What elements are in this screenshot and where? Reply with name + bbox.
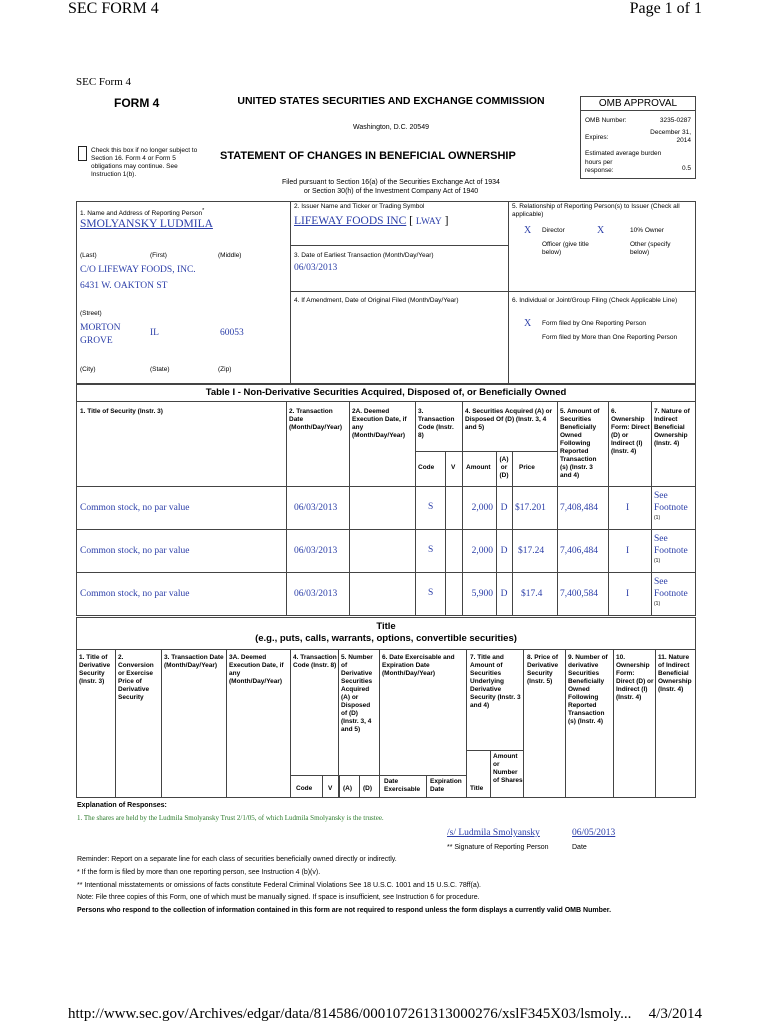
- t1-h1: 1. Title of Security (Instr. 3): [80, 408, 163, 415]
- table-1-title: Table I - Non-Derivative Securities Acquired, Disposed of, or Beneficially Owned: [205, 387, 567, 398]
- zip-label: (Zip): [218, 366, 232, 373]
- t1-r3-date: 06/03/2013: [294, 589, 338, 599]
- t1-r3-amount: 5,900: [471, 589, 493, 599]
- print-header-right: Page 1 of 1: [629, 0, 702, 17]
- omb-expires: December 31, 2014: [650, 129, 691, 144]
- t1-r3-aord: D: [500, 589, 508, 599]
- signature-label: ** Signature of Reporting Person: [447, 844, 549, 851]
- t1-r2-title: Common stock, no par value: [80, 546, 190, 556]
- form-title: FORM 4: [114, 96, 160, 110]
- t2-amount-shares: Amount or Number of Shares: [493, 753, 523, 784]
- form-caption: SEC Form 4: [76, 76, 132, 88]
- omb-hours-label: hours per response:: [585, 159, 614, 174]
- table-2-title: Title: [376, 621, 396, 632]
- filed-pursuant-line-2: or Section 30(h) of the Investment Company Act of 1940: [303, 188, 479, 195]
- t1-r2-aord: D: [500, 546, 508, 556]
- t1-v: V: [451, 464, 456, 471]
- t1-r1-footnote: (1): [654, 515, 661, 521]
- t1-r2-form: I: [626, 546, 630, 556]
- t2-code: Code: [296, 785, 313, 792]
- reminder-3: ** Intentional misstatements or omissions of facts constitute Federal Criminal Violations See 18 U.S.C. 1001 and 15 U.S.C. 78ff(a).: [77, 882, 481, 889]
- t1-h2: 2. Transaction Date (Month/Day/Year): [289, 408, 343, 431]
- t1-h4: 4. Securities Acquired (A) or Disposed Of (D) (Instr. 3, 4 and 5): [465, 408, 553, 431]
- owner-check: X: [597, 225, 605, 236]
- date-label: Date: [572, 844, 587, 851]
- ticker-symbol: LWAY: [415, 217, 442, 227]
- t1-h5: 5. Amount of Securities Beneficially Owned Following Reported Transaction (s) (Instr. 3 and 4): [560, 408, 600, 479]
- box1-label: 1. Name and Address of Reporting Person*: [80, 208, 205, 218]
- t1-price: Price: [519, 464, 535, 471]
- t1-r1-date: 06/03/2013: [294, 503, 338, 513]
- director-check: X: [524, 225, 532, 236]
- reminder-1: Reminder: Report on a separate line for each class of securities beneficially owned directly or indirectly.: [77, 856, 397, 863]
- omb-number: 3235-0287: [659, 117, 691, 124]
- ten-percent-owner-label: 10% Owner: [630, 227, 664, 234]
- t2-a: (A): [343, 785, 353, 792]
- t1-r2-code: S: [428, 545, 434, 555]
- t1-h2a: 2A. Deemed Execution Date, if any (Month/Day/Year): [352, 408, 407, 439]
- zip: 60053: [220, 328, 244, 338]
- t1-amount: Amount: [466, 464, 491, 471]
- box2-label: 2. Issuer Name and Ticker or Trading Symbol: [294, 203, 425, 210]
- t1-r1-price: $17.201: [515, 503, 546, 513]
- issuer-line: [294, 215, 448, 227]
- other-label: Other (specify below): [630, 241, 671, 256]
- director-label: Director: [542, 227, 565, 234]
- t1-r3-price: $17.4: [521, 589, 543, 599]
- t2-h3a: 3A. Deemed Execution Date, if any (Month/Day/Year): [229, 654, 284, 685]
- address-line-1: C/O LIFEWAY FOODS, INC.: [80, 265, 196, 275]
- signature-date: 06/05/2013: [572, 828, 616, 838]
- box4-label: 4. If Amendment, Date of Original Filed (Month/Day/Year): [294, 297, 459, 304]
- t1-r3-form: I: [626, 589, 630, 599]
- t1-r1-owned: 7,408,484: [560, 503, 598, 513]
- more-persons-label: Form filed by More than One Reporting Person: [542, 334, 678, 341]
- box6-label: 6. Individual or Joint/Group Filing (Check Applicable Line): [512, 297, 678, 304]
- one-person-label: Form filed by One Reporting Person: [542, 320, 647, 327]
- print-footer-url: http://www.sec.gov/Archives/edgar/data/814586/000107261313000276/xslF345X03/lsmoly...: [68, 1006, 632, 1022]
- ticker-close-bracket: ]: [444, 215, 449, 227]
- omb-burden-label: Estimated average burden: [585, 150, 662, 157]
- t1-r2-footnote: (1): [654, 558, 661, 564]
- filed-pursuant: [232, 178, 550, 196]
- first-label: (First): [150, 252, 167, 259]
- t2-h11: 11. Nature of Indirect Beneficial Ownership (Instr. 4): [658, 654, 692, 693]
- table-2-titles: [76, 621, 696, 645]
- print-footer-date: 4/3/2014: [648, 1006, 702, 1022]
- t2-h3: 3. Transaction Date (Month/Day/Year): [164, 654, 224, 669]
- no-longer-subject-checkbox[interactable]: [78, 146, 87, 161]
- t2-h2: 2. Conversion or Exercise Price of Derivative Security: [118, 654, 154, 701]
- t1-aord: (A) or (D): [499, 456, 509, 479]
- t1-r1-nature: See Footnote: [654, 491, 688, 513]
- signature: /s/ Ludmila Smolyansky: [447, 828, 540, 838]
- t1-r1-amount: 2,000: [471, 503, 493, 513]
- t1-h6: 6. Ownership Form: Direct (D) or Indirect (I) (Instr. 4): [611, 408, 650, 455]
- t2-h8: 8. Price of Derivative Security (Instr. 5): [527, 654, 559, 685]
- t1-r3-code: S: [428, 588, 434, 598]
- t2-h1: 1. Title of Derivative Security (Instr. 3): [79, 654, 111, 685]
- ticker-open-bracket: [: [409, 215, 413, 227]
- print-header-left: SEC FORM 4: [68, 0, 159, 17]
- t2-title: Title: [470, 785, 484, 792]
- t1-r1-title: Common stock, no par value: [80, 503, 190, 513]
- omb-approval-box: [580, 96, 696, 179]
- statement-title: STATEMENT OF CHANGES IN BENEFICIAL OWNERSHIP: [220, 150, 516, 162]
- middle-label: (Middle): [218, 252, 242, 259]
- one-person-check: X: [524, 318, 532, 329]
- earliest-transaction-date: 06/03/2013: [294, 263, 338, 273]
- state-label: (State): [150, 366, 170, 373]
- checkbox-text: Check this box if no longer subject to Section 16. Form 4 or Form 5 obligations may continue. See Instruction 1(b).: [91, 147, 198, 178]
- t1-r1-aord: D: [500, 503, 508, 513]
- t1-r3-footnote: (1): [654, 601, 661, 607]
- state: IL: [150, 328, 159, 338]
- footnote-1: 1. The shares are held by the Ludmila Smolyansky Trust 2/1/05, of which Ludmila Smolyansky is the trustee.: [77, 814, 384, 822]
- reminder-2: * If the form is filed by more than one reporting person, see Instruction 4 (b)(v).: [77, 869, 321, 876]
- box5-label: 5. Relationship of Reporting Person(s) to Issuer (Check all applicable): [512, 203, 680, 218]
- reminder-5: Persons who respond to the collection of information contained in this form are not required to respond unless the form displays a currently valid OMB Number.: [77, 907, 612, 914]
- t1-h3: 3. Transaction Code (Instr. 8): [418, 408, 455, 439]
- t1-r1-form: I: [626, 503, 630, 513]
- t2-h6: 6. Date Exercisable and Expiration Date (Month/Day/Year): [382, 654, 455, 677]
- omb-number-label: OMB Number:: [585, 117, 627, 124]
- agency-location: Washington, D.C. 20549: [352, 124, 429, 131]
- t2-h5: 5. Number of Derivative Securities Acquired (A) or Disposed of (D) (Instr. 3, 4 and 5): [341, 654, 373, 733]
- issuer-name[interactable]: LIFEWAY FOODS INC: [294, 215, 407, 227]
- reminder-4: Note: File three copies of this Form, one of which must be manually signed. If space is insufficient, see Instruction 6 for procedure.: [77, 894, 480, 901]
- t1-r1-code: S: [428, 502, 434, 512]
- t1-code: Code: [418, 464, 435, 471]
- address-line-2: 6431 W. OAKTON ST: [80, 281, 168, 291]
- t1-r3-owned: 7,400,584: [560, 589, 598, 599]
- t1-r2-amount: 2,000: [471, 546, 493, 556]
- t1-r2-price: $17.24: [518, 546, 545, 556]
- omb-hours: 0.5: [681, 165, 691, 172]
- city-label: (City): [80, 366, 96, 373]
- filed-pursuant-line-1: Filed pursuant to Section 16(a) of the Securities Exchange Act of 1934: [282, 179, 500, 186]
- t1-r2-owned: 7,406,484: [560, 546, 598, 556]
- t1-r3-title: Common stock, no par value: [80, 589, 190, 599]
- reporting-person-name: SMOLYANSKY LUDMILA: [80, 218, 213, 230]
- officer-label: Officer (give title below): [542, 241, 589, 256]
- last-label: (Last): [80, 252, 97, 259]
- omb-expires-label: Expires:: [585, 134, 609, 141]
- omb-title: OMB APPROVAL: [581, 97, 695, 111]
- city: MORTON GROVE: [80, 323, 121, 346]
- box3-label: 3. Date of Earliest Transaction (Month/Day/Year): [294, 252, 434, 259]
- t2-h7: 7. Title and Amount of Securities Underlying Derivative Security (Instr. 3 and 4): [470, 654, 521, 709]
- t2-date-exercisable: Date Exercisable: [384, 778, 421, 793]
- t2-v: V: [328, 785, 333, 792]
- table-2-subtitle: (e.g., puts, calls, warrants, options, convertible securities): [255, 633, 517, 644]
- t2-h10: 10. Ownership Form: Direct (D) or Indirect (I) (Instr. 4): [616, 654, 654, 701]
- t2-h9: 9. Number of derivative Securities Beneficially Owned Following Reported Transaction (s) (Instr. 4): [568, 654, 608, 725]
- t1-r2-nature: See Footnote: [654, 534, 688, 556]
- t1-r2-date: 06/03/2013: [294, 546, 338, 556]
- t1-r3-nature: See Footnote: [654, 577, 688, 599]
- agency-title: UNITED STATES SECURITIES AND EXCHANGE COMMISSION: [237, 95, 545, 107]
- street-label: (Street): [80, 310, 102, 317]
- explanation-label: Explanation of Responses:: [77, 802, 167, 809]
- t1-h7: 7. Nature of Indirect Beneficial Ownership (Instr. 4): [654, 408, 690, 447]
- t2-d: (D): [363, 785, 373, 792]
- t2-expiration-date: Expiration Date: [430, 778, 462, 793]
- t2-h4: 4. Transaction Code (Instr. 8): [293, 654, 337, 669]
